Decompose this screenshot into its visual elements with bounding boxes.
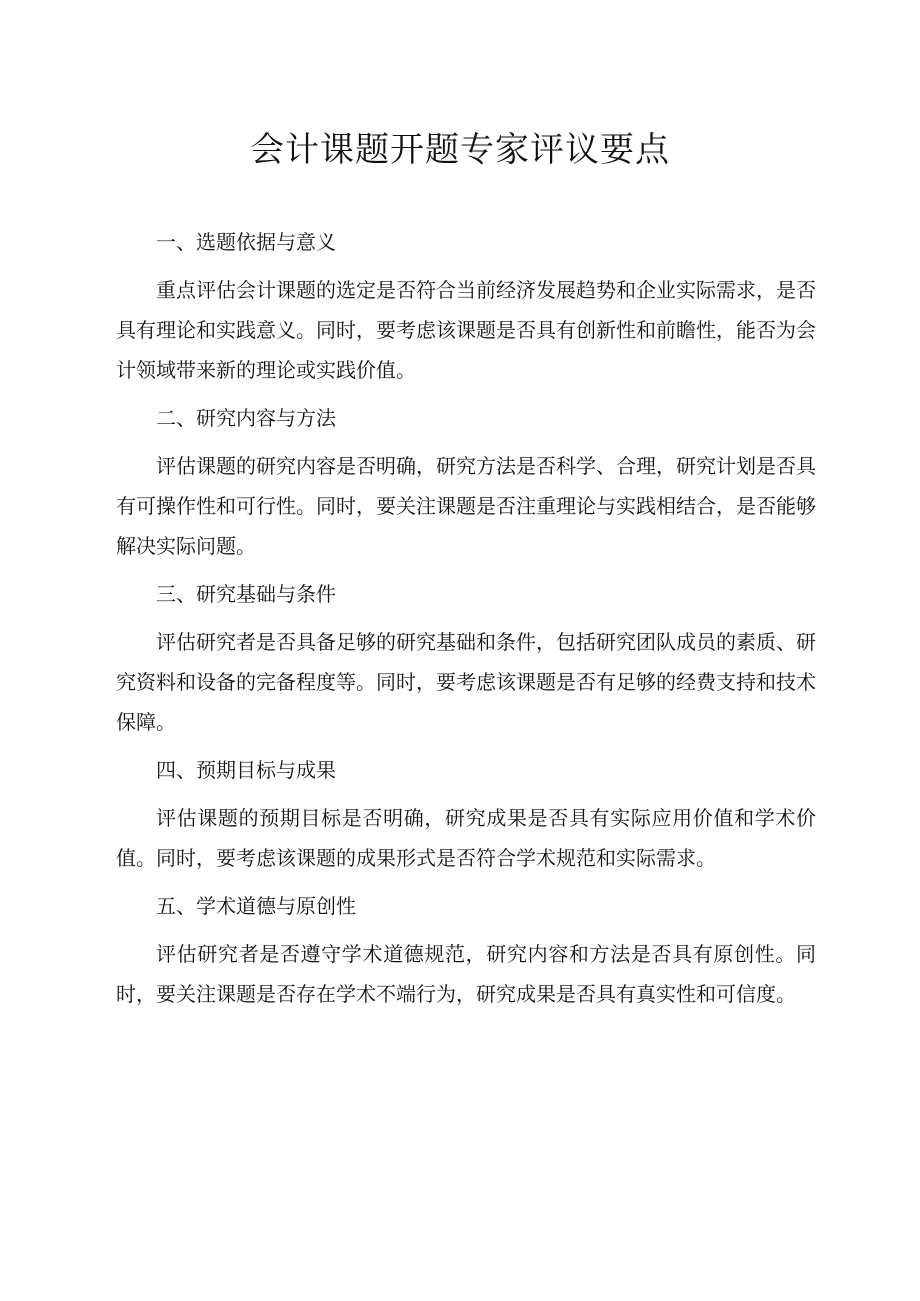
section-heading: 四、预期目标与成果 (156, 758, 336, 782)
section-1 (116, 222, 816, 390)
section-paragraph: 评估课题的预期目标是否明确，研究成果是否具有实际应用价值和学术价值。同时，要考虑该课题的成果形式是否符合学术规范和实际需求。 (116, 806, 816, 870)
section-2 (116, 398, 816, 566)
document-body (116, 222, 816, 1022)
section-5 (116, 886, 816, 1014)
section-paragraph: 重点评估会计课题的选定是否符合当前经济发展趋势和企业实际需求，是否具有理论和实践意义。同时，要考虑该课题是否具有创新性和前瞻性，能否为会计领域带来新的理论或实践价值。 (116, 278, 816, 382)
section-4 (116, 750, 816, 878)
document-title: 会计课题开题专家评议要点 (250, 130, 670, 170)
section-3 (116, 574, 816, 742)
section-paragraph: 评估课题的研究内容是否明确，研究方法是否科学、合理，研究计划是否具有可操作性和可行性。同时，要关注课题是否注重理论与实践相结合，是否能够解决实际问题。 (116, 454, 816, 558)
section-paragraph: 评估研究者是否具备足够的研究基础和条件，包括研究团队成员的素质、研究资料和设备的完备程度等。同时，要考虑该课题是否有足够的经费支持和技术保障。 (116, 630, 816, 734)
section-heading: 二、研究内容与方法 (156, 406, 336, 430)
section-heading: 五、学术道德与原创性 (156, 894, 356, 918)
section-heading: 三、研究基础与条件 (156, 582, 336, 606)
section-paragraph: 评估研究者是否遵守学术道德规范，研究内容和方法是否具有原创性。同时，要关注课题是否存在学术不端行为，研究成果是否具有真实性和可信度。 (116, 942, 816, 1006)
section-heading: 一、选题依据与意义 (156, 230, 336, 254)
